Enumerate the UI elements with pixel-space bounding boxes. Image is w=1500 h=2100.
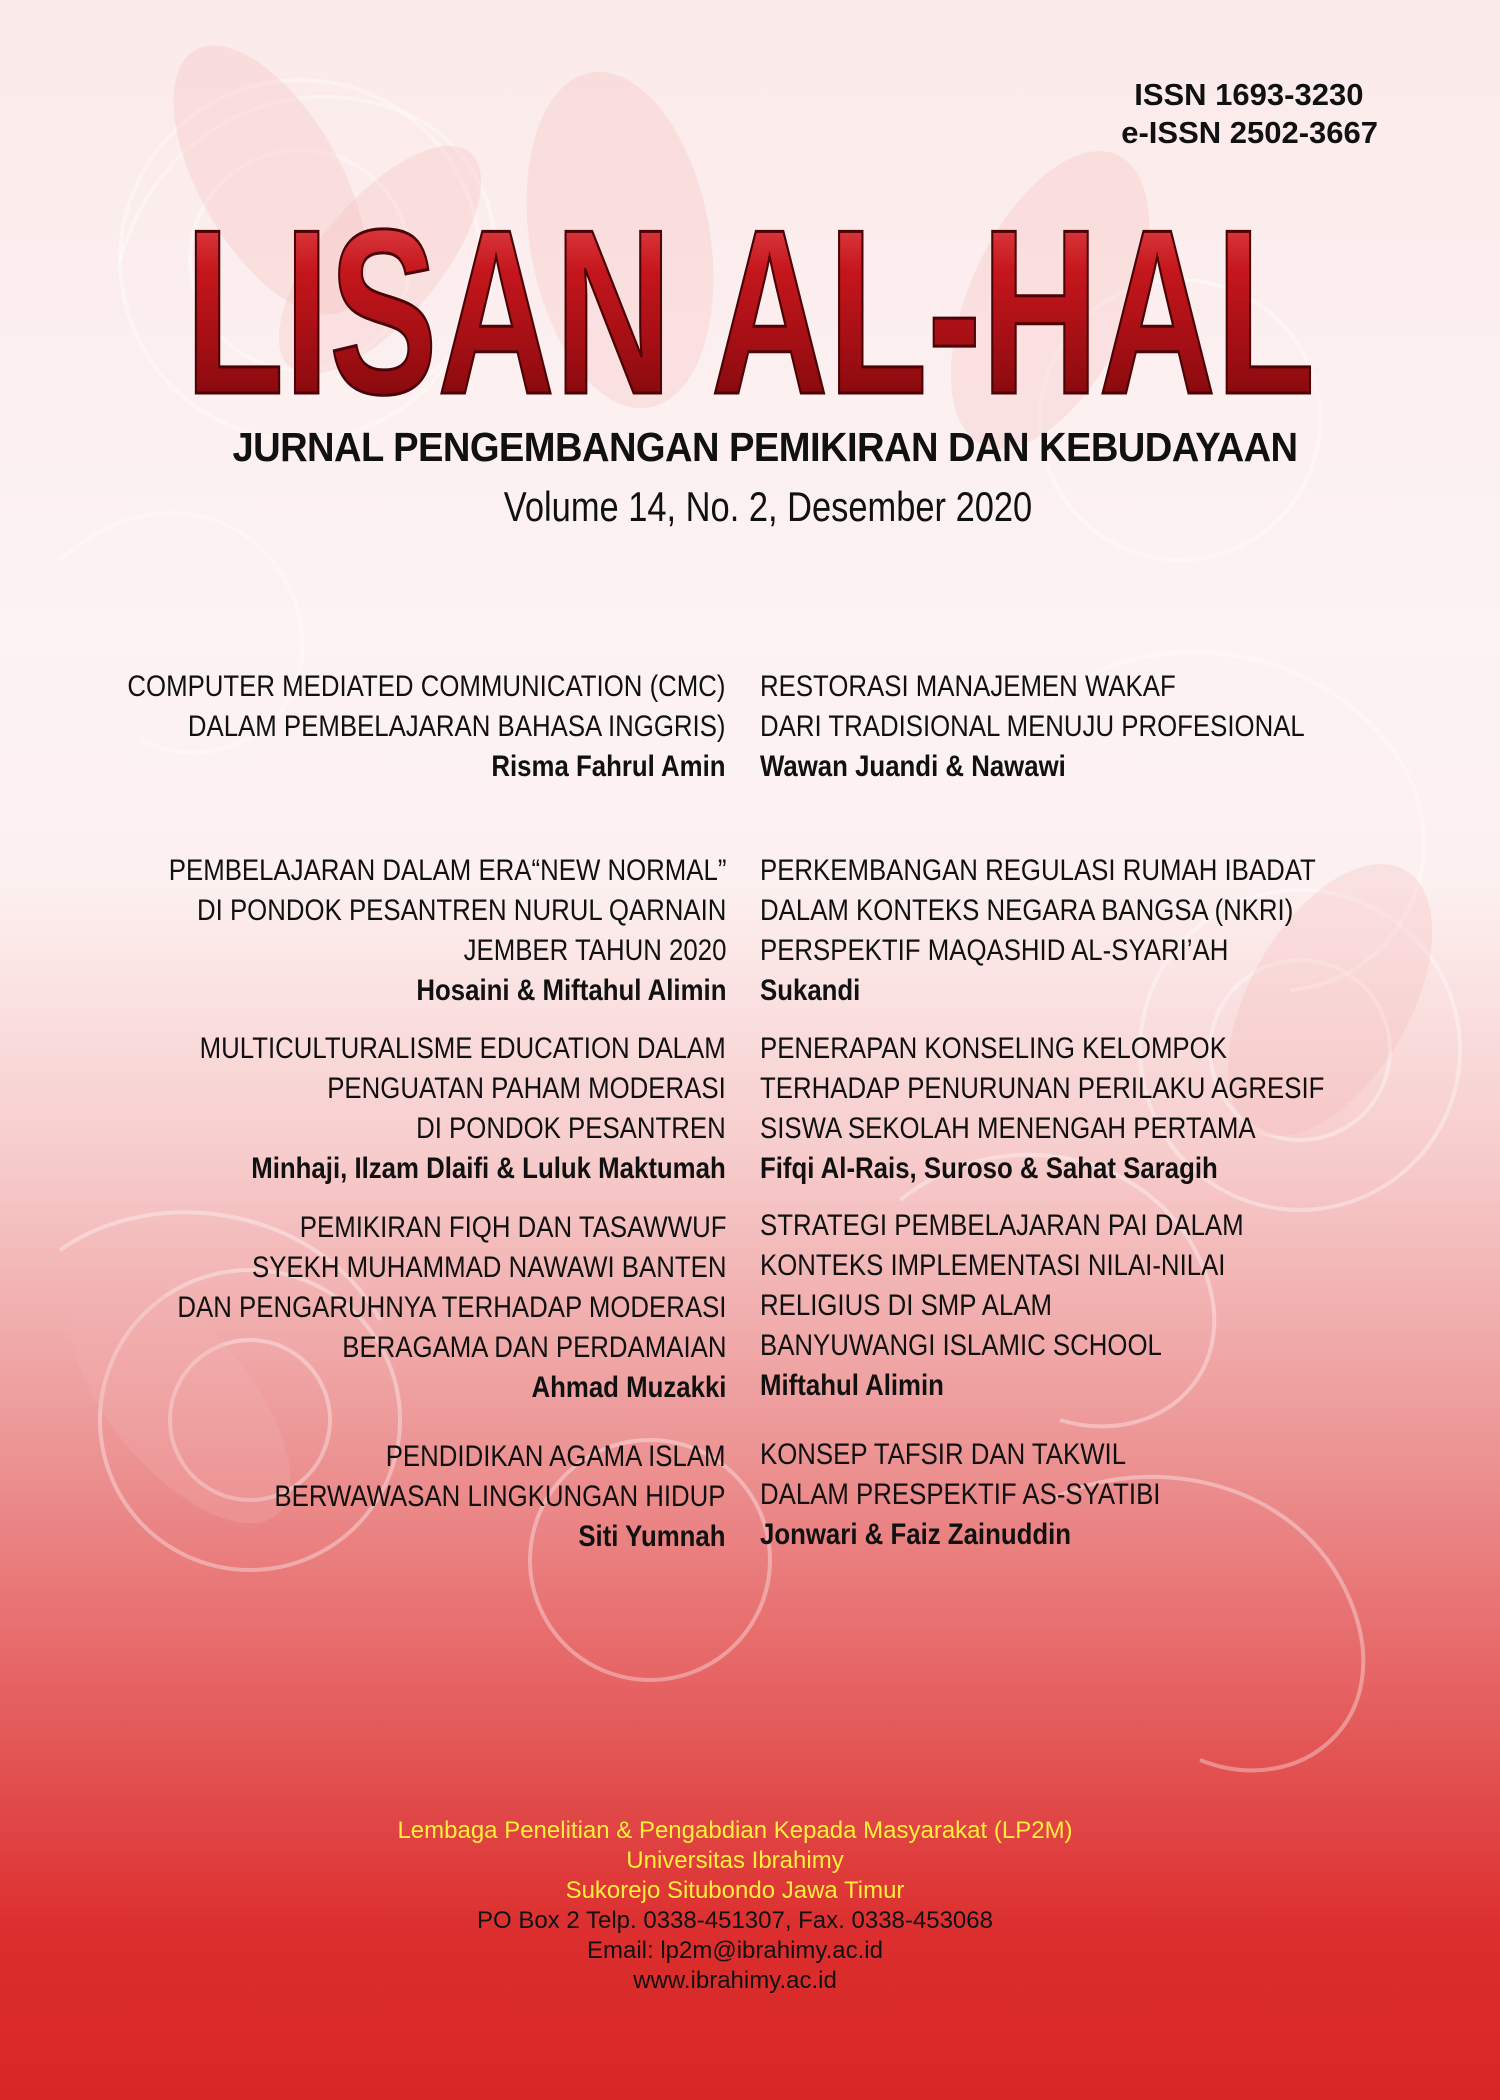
article-left-3 [200, 1029, 726, 1189]
publisher-institute: Lembaga Penelitian & Pengabdian Kepada Masyarakat (LP2M) [397, 1817, 1073, 1844]
publisher-university: Universitas Ibrahimy [626, 1847, 844, 1874]
article-author: Hosaini & Miftahul Alimin [415, 974, 726, 1007]
article-author: Jonwari & Faiz Zainuddin [760, 1518, 1072, 1551]
article-author: Ahmad Muzakki [531, 1371, 726, 1404]
article-left-2 [168, 851, 726, 1011]
article-title-line: PEMIKIRAN FIQH DAN TASAWWUF [299, 1211, 726, 1244]
article-left-4 [177, 1208, 726, 1408]
article-right-5 [760, 1435, 1160, 1555]
article-title-line: BERAGAMA DAN PERDAMAIAN [341, 1331, 726, 1364]
article-title-line: STRATEGI PEMBELAJARAN PAI DALAM [760, 1209, 1244, 1242]
article-title-line: PERKEMBANGAN REGULASI RUMAH IBADAT [760, 854, 1316, 887]
issn-print: ISSN 1693-3230 [1134, 77, 1364, 112]
article-title-line: DI PONDOK PESANTREN [416, 1112, 726, 1145]
article-title-line: PENGUATAN PAHAM MODERASI [327, 1072, 726, 1105]
article-author: Risma Fahrul Amin [491, 750, 726, 783]
article-title-line: PENERAPAN KONSELING KELOMPOK [760, 1032, 1227, 1065]
article-author: Siti Yumnah [578, 1520, 726, 1553]
article-author: Sukandi [760, 974, 861, 1007]
publisher-website: www.ibrahimy.ac.id [633, 1967, 837, 1994]
journal-title: LISAN AL-HAL [185, 180, 1315, 425]
article-right-2 [760, 851, 1316, 1011]
publisher-email: Email: lp2m@ibrahimy.ac.id [586, 1937, 883, 1964]
article-left-5 [275, 1437, 726, 1557]
article-title-line: DALAM KONTEKS NEGARA BANGSA (NKRI) [760, 894, 1294, 927]
publisher-info [0, 1816, 1470, 1996]
article-title-line: KONSEP TAFSIR DAN TAKWIL [760, 1438, 1127, 1471]
article-author: Miftahul Alimin [760, 1369, 944, 1402]
article-title-line: COMPUTER MEDIATED COMMUNICATION (CMC) [127, 670, 726, 703]
article-left-1 [128, 667, 726, 787]
article-title-line: RESTORASI MANAJEMEN WAKAF [760, 670, 1176, 703]
article-title-line: DARI TRADISIONAL MENUJU PROFESIONAL [760, 710, 1305, 743]
article-title-line: PEMBELAJARAN DALAM ERA“NEW NORMAL” [168, 854, 726, 887]
article-title-line: PERSPEKTIF MAQASHID AL-SYARI’AH [760, 934, 1229, 967]
article-right-3 [760, 1029, 1324, 1189]
journal-subtitle: JURNAL PENGEMBANGAN PEMIKIRAN DAN KEBUDAYAAN [232, 424, 1298, 470]
article-title-line: KONTEKS IMPLEMENTASI NILAI-NILAI [760, 1249, 1226, 1282]
journal-volume: Volume 14, No. 2, Desember 2020 [503, 483, 1033, 530]
article-title-line: DI PONDOK PESANTREN NURUL QARNAIN [196, 894, 726, 927]
article-title-line: PENDIDIKAN AGAMA ISLAM [386, 1440, 726, 1473]
article-title-line: SYEKH MUHAMMAD NAWAWI BANTEN [251, 1251, 726, 1284]
article-author: Minhaji, Ilzam Dlaifi & Luluk Maktumah [251, 1152, 726, 1185]
publisher-location: Sukorejo Situbondo Jawa Timur [565, 1877, 905, 1904]
article-title-line: DAN PENGARUHNYA TERHADAP MODERASI [176, 1291, 726, 1324]
article-title-line: JEMBER TAHUN 2020 [463, 934, 726, 967]
article-title-line: SISWA SEKOLAH MENENGAH PERTAMA [760, 1112, 1256, 1145]
article-title-line: MULTICULTURALISME EDUCATION DALAM [199, 1032, 726, 1065]
article-title-line: BANYUWANGI ISLAMIC SCHOOL [760, 1329, 1162, 1362]
article-title-line: BERWAWASAN LINGKUNGAN HIDUP [274, 1480, 726, 1513]
article-title-line: DALAM PEMBELAJARAN BAHASA INGGRIS) [188, 710, 727, 743]
article-title-line: RELIGIUS DI SMP ALAM [760, 1289, 1053, 1322]
article-title-line: TERHADAP PENURUNAN PERILAKU AGRESIF [760, 1072, 1325, 1105]
publisher-contact: PO Box 2 Telp. 0338-451307, Fax. 0338-453068 [477, 1907, 993, 1934]
article-author: Wawan Juandi & Nawawi [760, 750, 1066, 783]
article-right-1 [760, 667, 1305, 787]
article-right-4 [760, 1206, 1244, 1406]
article-title-line: DALAM PRESPEKTIF AS-SYATIBI [760, 1478, 1161, 1511]
issn-electronic: e-ISSN 2502-3667 [1121, 115, 1378, 150]
article-author: Fifqi Al-Rais, Suroso & Sahat Saragih [760, 1152, 1218, 1185]
